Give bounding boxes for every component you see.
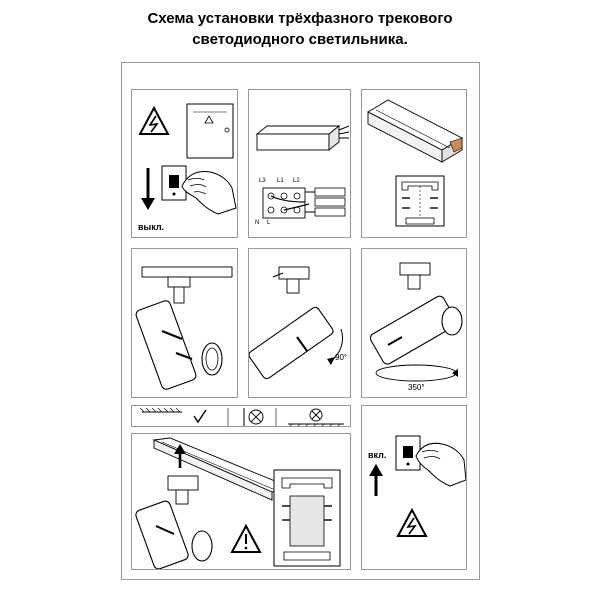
arrow-down-icon — [141, 168, 155, 210]
wire-label-l2: L2 — [293, 178, 300, 184]
track-rail — [368, 100, 462, 162]
driver-box — [257, 126, 349, 150]
title-line-2: светодиодного светильника. — [192, 31, 408, 48]
label-rotate-vertical: 90° — [335, 353, 348, 362]
distribution-box — [187, 104, 233, 158]
panel-mounted-spotlight — [131, 248, 238, 398]
warning-triangle-icon — [232, 526, 260, 552]
rotation-arrow-horizontal — [376, 365, 458, 381]
panel-install-into-track — [131, 433, 351, 570]
spotlight-body — [134, 500, 212, 570]
check-mark-icon — [194, 410, 206, 422]
wire-label-n: N — [255, 220, 260, 226]
panel-power-off — [131, 89, 238, 238]
arrow-up-icon — [369, 464, 383, 496]
panel-wiring — [248, 89, 351, 238]
wire-label-l1: L1 — [277, 178, 284, 184]
track-cross-section — [274, 470, 340, 566]
power-switch-icon — [396, 436, 420, 470]
panel-power-on — [361, 405, 467, 570]
spotlight-body-rotated — [369, 294, 462, 365]
prohibited-icon — [310, 409, 322, 421]
power-switch-icon — [162, 166, 186, 200]
track-adapter — [273, 267, 309, 293]
spotlight-body — [135, 299, 222, 390]
panel-rotate-vertical — [248, 248, 351, 398]
panel-rotate-horizontal — [361, 248, 467, 398]
label-off: выкл. — [138, 222, 165, 232]
track-rail — [154, 438, 292, 500]
wire-connectors — [305, 188, 345, 216]
wire-label-l: L — [267, 220, 271, 226]
title-line-1: Схема установки трёхфазного трекового — [147, 10, 453, 27]
track-adapter — [142, 267, 232, 303]
surface-ceiling — [140, 408, 182, 412]
track-adapter — [400, 263, 430, 289]
panel-mounting-surfaces — [131, 405, 351, 427]
label-on: вкл. — [368, 450, 387, 460]
spotlight-body-tilted — [249, 306, 335, 380]
high-voltage-warning-icon — [398, 510, 426, 536]
panel-track-profile — [361, 89, 467, 238]
wire-label-l3: L3 — [259, 178, 266, 184]
track-adapter — [168, 476, 198, 504]
track-cross-section — [396, 176, 444, 226]
surface-floor — [288, 424, 344, 427]
prohibited-icon — [249, 410, 263, 424]
high-voltage-warning-icon — [140, 108, 168, 134]
label-rotate-horizontal: 350° — [408, 383, 425, 392]
document-title — [0, 8, 600, 50]
terminal-block — [263, 188, 309, 218]
